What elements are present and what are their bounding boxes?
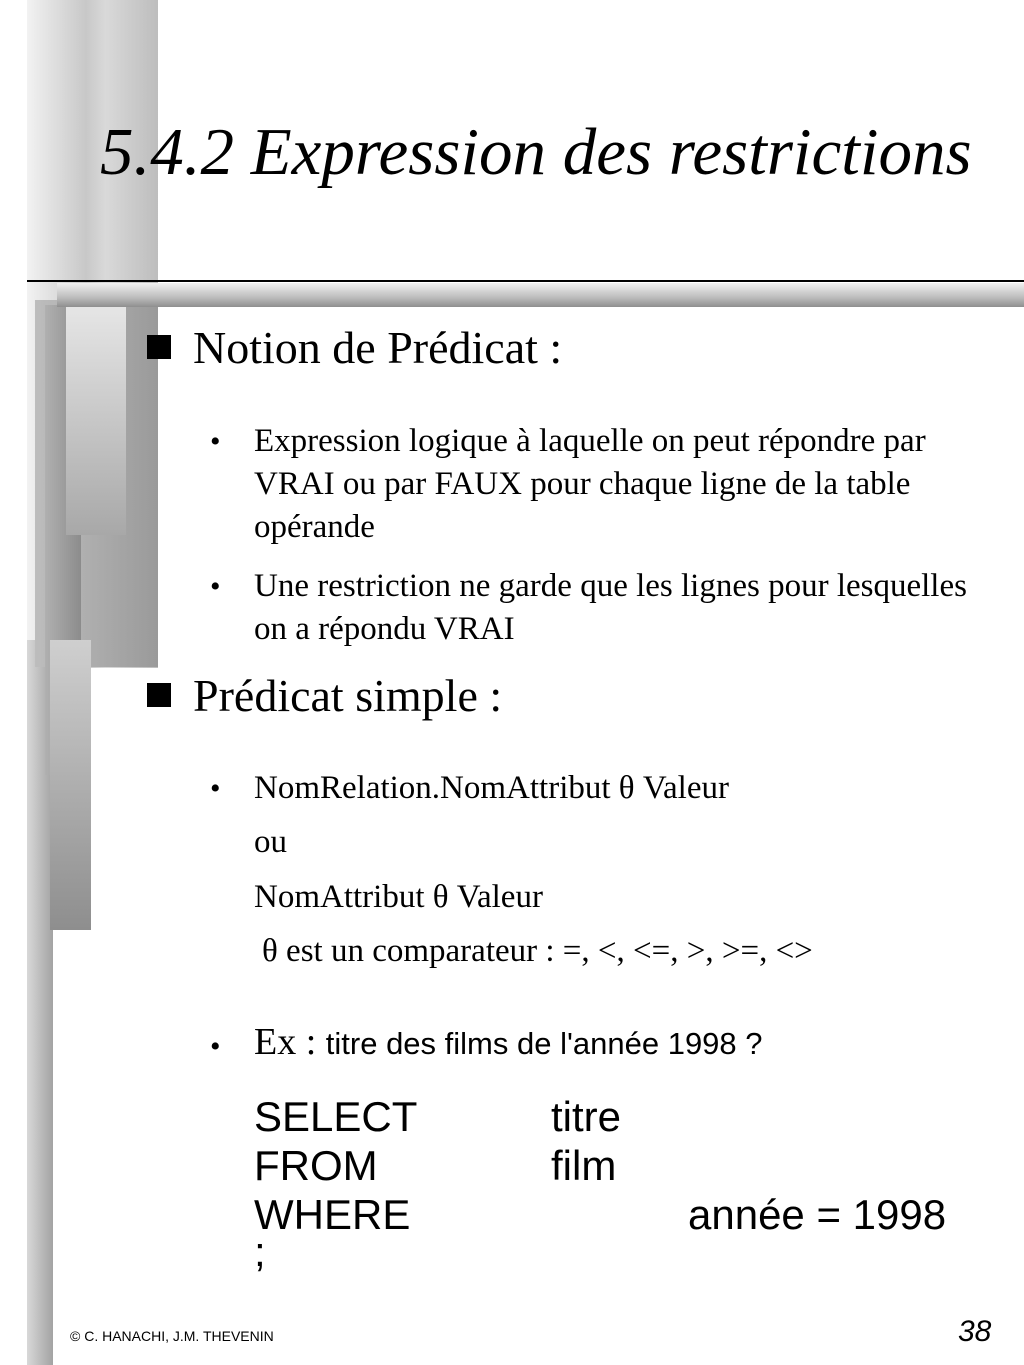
sql-terminator: ; [254, 1228, 266, 1275]
or-word: ou [254, 824, 287, 860]
decorative-bar [50, 640, 91, 930]
sql-keyword: FROM [254, 1142, 378, 1189]
bullet-text: Une restriction ne garde que les lignes pour lesquelles on a répondu VRAI [254, 568, 967, 647]
bullet-dot-icon: • [210, 772, 221, 805]
example-line [254, 1021, 763, 1065]
bullet-text: Expression logique à laquelle on peut répondre par VRAI ou par FAUX pour chaque ligne de la table opérande [254, 423, 926, 545]
example-question: titre des films de l'année 1998 ? [325, 1026, 763, 1061]
title-divider [27, 280, 1024, 282]
predicate-form: NomRelation.NomAttribut θ Valeur [254, 770, 729, 806]
bullet-dot-icon: • [210, 1030, 221, 1063]
sql-value: film [551, 1142, 617, 1189]
square-bullet-icon [147, 335, 171, 359]
sql-keyword: WHERE [254, 1191, 411, 1238]
section-heading: Notion de Prédicat : [193, 322, 563, 373]
bullet-dot-icon: • [210, 570, 221, 603]
sql-value: année = 1998 [688, 1191, 947, 1238]
bullet-dot-icon: • [210, 425, 221, 458]
footer-copyright: © C. HANACHI, J.M. THEVENIN [70, 1328, 274, 1344]
sql-value: titre [551, 1093, 622, 1140]
square-bullet-icon [147, 683, 171, 707]
slide-title: 5.4.2 Expression des restrictions [100, 115, 972, 189]
comparator-note: θ est un comparateur : =, <, <=, >, >=, <> [262, 933, 813, 969]
sql-keyword: SELECT [254, 1093, 418, 1140]
decorative-bar [66, 305, 126, 535]
example-prefix: Ex : [254, 1021, 317, 1063]
title-band [57, 283, 1024, 307]
predicate-form: NomAttribut θ Valeur [254, 879, 543, 915]
section-heading: Prédicat simple : [193, 670, 503, 721]
page-number: 38 [958, 1315, 992, 1348]
